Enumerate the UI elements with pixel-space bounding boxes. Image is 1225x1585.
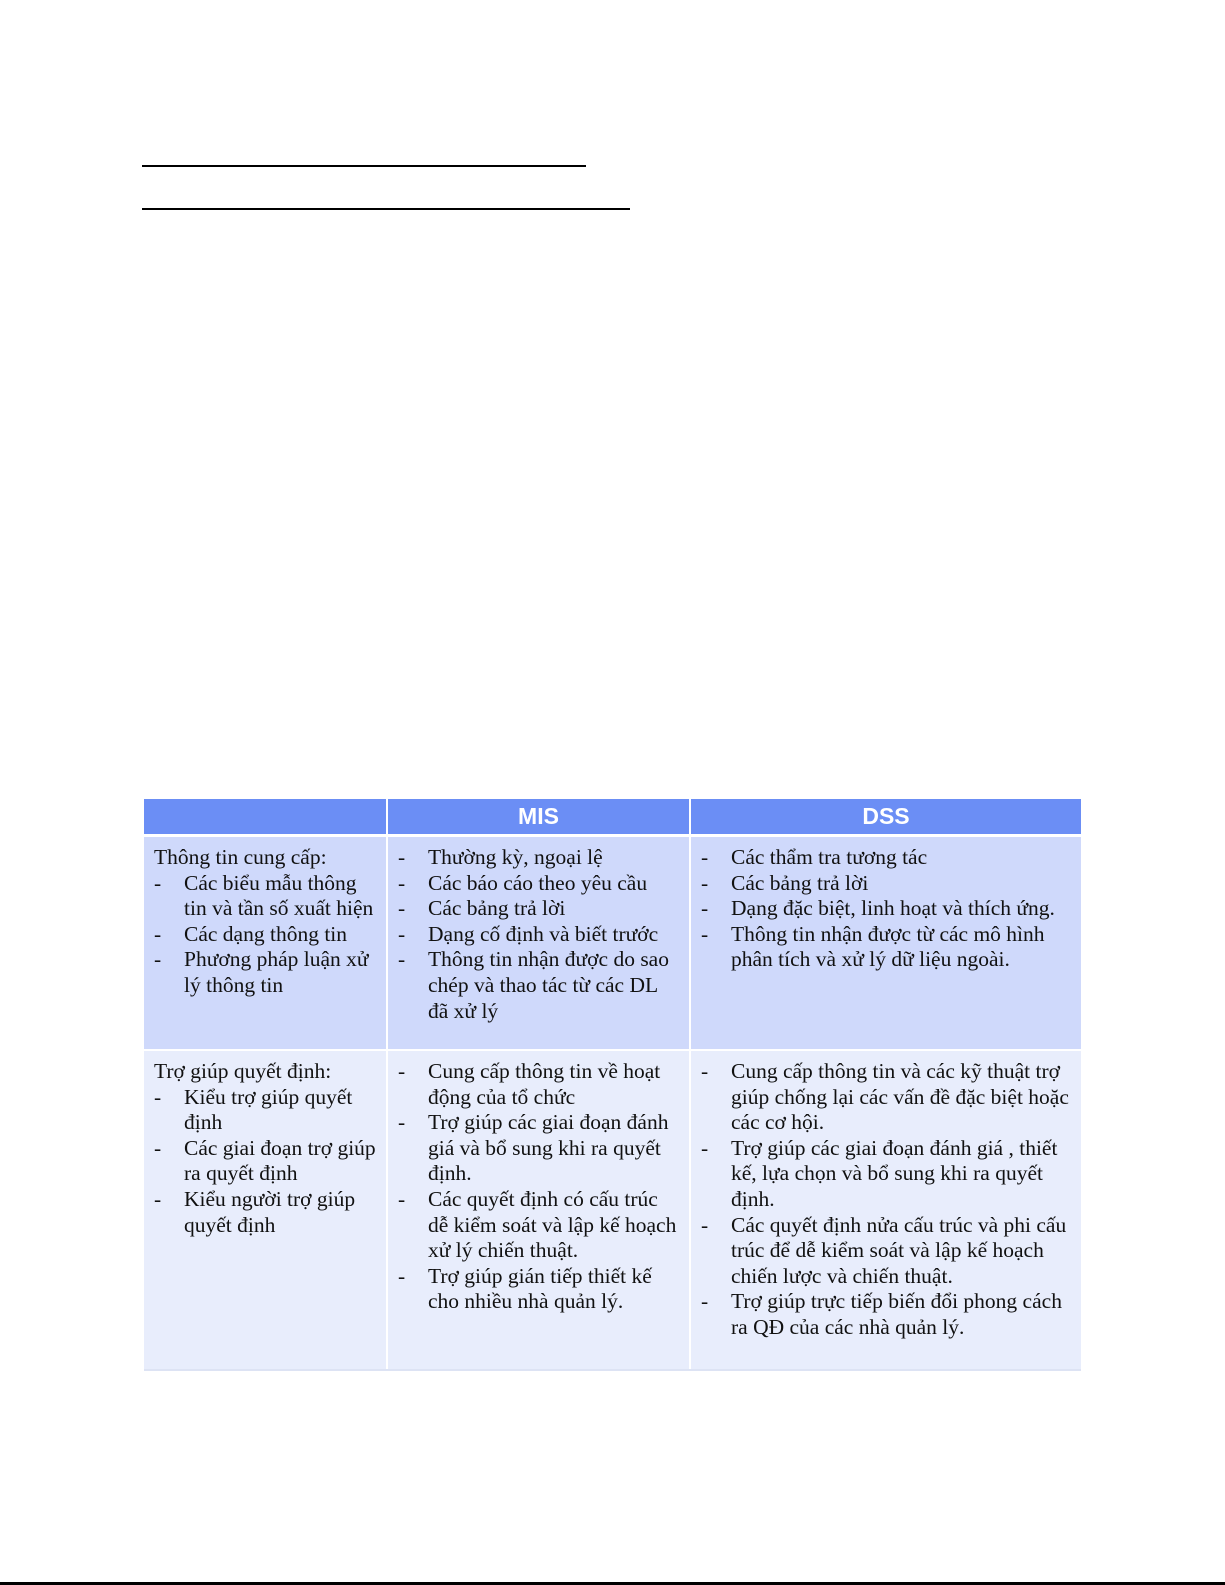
blank-line-1 xyxy=(142,165,586,167)
list-item: - Các biểu mẫu thông tin và tần số xuất hiện xyxy=(154,871,376,922)
row-title: Trợ giúp quyết định: xyxy=(154,1059,332,1083)
list-item: - Trợ giúp gián tiếp thiết kế cho nhiều nhà quản lý. xyxy=(398,1264,679,1315)
list-item: - Các bảng trả lời xyxy=(398,896,679,922)
attribute-cell xyxy=(144,1050,387,1370)
list-item: - Trợ giúp các giai đoạn đánh giá và bổ sung khi ra quyết định. xyxy=(398,1110,679,1187)
header-mis: MIS xyxy=(387,799,690,836)
attribute-list xyxy=(154,871,376,999)
list-item: - Các dạng thông tin xyxy=(154,922,376,948)
list-item: - Trợ giúp trực tiếp biến đổi phong cách ra QĐ của các nhà quản lý. xyxy=(701,1289,1071,1340)
list-item: - Kiểu người trợ giúp quyết định xyxy=(154,1187,376,1238)
mis-cell xyxy=(387,1050,690,1370)
row-title: Thông tin cung cấp: xyxy=(154,845,327,869)
list-item: - Trợ giúp các giai đoạn đánh giá , thiết kế, lựa chọn và bổ sung khi ra quyết định. xyxy=(701,1136,1071,1213)
mis-dss-comparison-table xyxy=(144,799,1081,1371)
dss-list xyxy=(701,1059,1071,1341)
list-item: - Các giai đoạn trợ giúp ra quyết định xyxy=(154,1136,376,1187)
list-item: - Dạng đặc biệt, linh hoạt và thích ứng. xyxy=(701,896,1071,922)
list-item: - Các thẩm tra tương tác xyxy=(701,845,1071,871)
dss-cell xyxy=(690,836,1081,1051)
mis-cell xyxy=(387,836,690,1051)
dss-list xyxy=(701,845,1071,973)
list-item: - Kiểu trợ giúp quyết định xyxy=(154,1085,376,1136)
header-attribute xyxy=(144,799,387,836)
list-item: - Phương pháp luận xử lý thông tin xyxy=(154,947,376,998)
list-item: - Thông tin nhận được từ các mô hình phân tích và xử lý dữ liệu ngoài. xyxy=(701,922,1071,973)
mis-list xyxy=(398,1059,679,1315)
table-row-decision-support xyxy=(144,1050,1081,1370)
list-item: - Dạng cố định và biết trước xyxy=(398,922,679,948)
attribute-cell xyxy=(144,836,387,1051)
mis-list xyxy=(398,845,679,1024)
list-item: - Các quyết định nửa cấu trúc và phi cấu trúc để dễ kiểm soát và lập kế hoạch chiến lược và chiến thuật. xyxy=(701,1213,1071,1290)
header-dss: DSS xyxy=(690,799,1081,836)
dss-cell xyxy=(690,1050,1081,1370)
attribute-list xyxy=(154,1085,376,1239)
list-item: - Các bảng trả lời xyxy=(701,871,1071,897)
table-header-row xyxy=(144,799,1081,836)
table-row-information xyxy=(144,836,1081,1051)
list-item: - Cung cấp thông tin về hoạt động của tổ chức xyxy=(398,1059,679,1110)
list-item: - Các quyết định có cấu trúc dễ kiểm soát và lập kế hoạch xử lý chiến thuật. xyxy=(398,1187,679,1264)
list-item: - Cung cấp thông tin và các kỹ thuật trợ giúp chống lại các vấn đề đặc biệt hoặc các cơ hội. xyxy=(701,1059,1071,1136)
list-item: - Các báo cáo theo yêu cầu xyxy=(398,871,679,897)
list-item: - Thông tin nhận được do sao chép và thao tác từ các DL đã xử lý xyxy=(398,947,679,1024)
list-item: - Thường kỳ, ngoại lệ xyxy=(398,845,679,871)
blank-line-2 xyxy=(142,208,630,210)
